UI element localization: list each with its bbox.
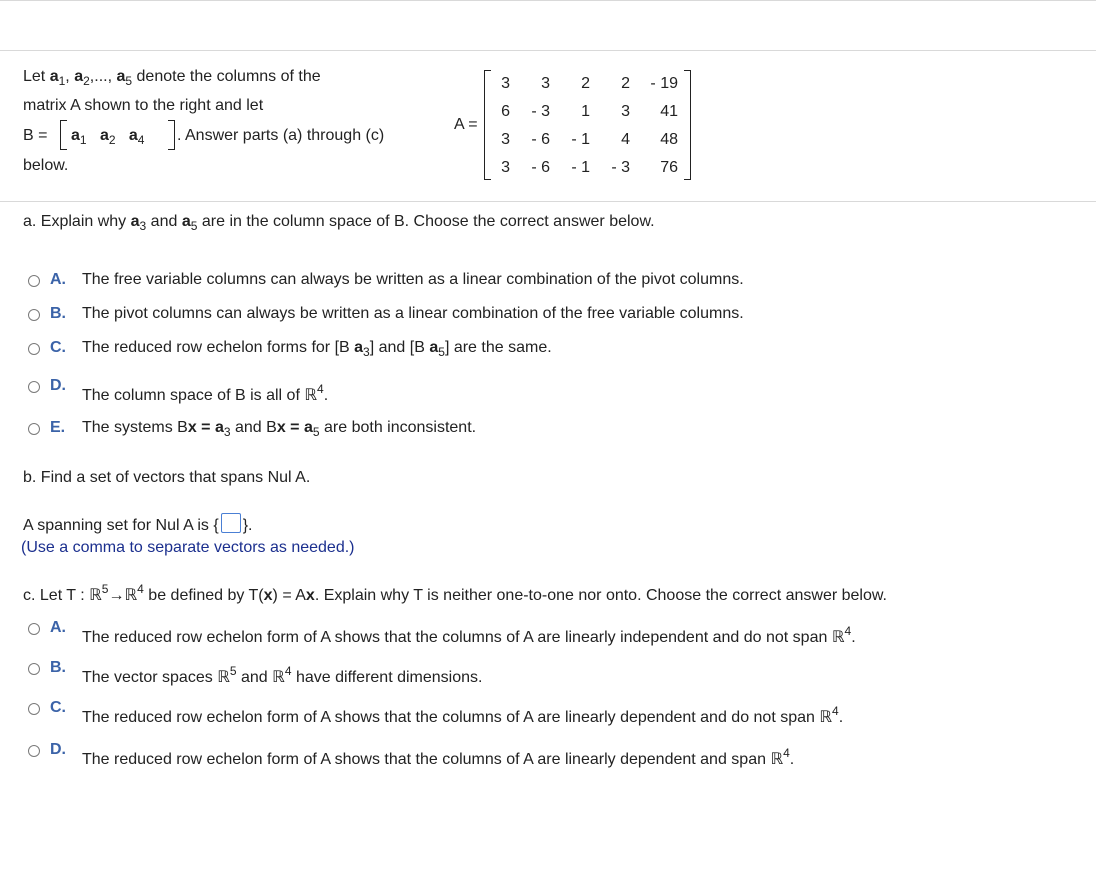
intro-line-1: Let $a_1$, $a_2$,..., $a_5$ denote the columns of the (23, 68, 321, 88)
option-letter: C. (50, 699, 66, 716)
radio-c-option-c[interactable] (28, 703, 40, 715)
matrix-cell: 3 (501, 75, 510, 92)
matrix-cell: - 3 (611, 159, 630, 176)
section-divider (0, 201, 1096, 202)
matrix-label: A = (454, 116, 478, 133)
matrix-cell: 1 (581, 103, 590, 120)
option-letter: B. (50, 305, 66, 322)
part-a-option-a-text[interactable]: The free variable columns can always be written as a linear combination of the pivot columns. (82, 271, 744, 288)
matrix-cell: - 1 (571, 159, 590, 176)
part-a-option-d-text[interactable]: The column space of B is all of ℝ$^4$. (82, 382, 329, 404)
matrix-cell: 3 (541, 75, 550, 92)
part-b-hint: (Use a comma to separate vectors as needed.) (21, 539, 355, 556)
nul-a-answer-input[interactable] (221, 513, 241, 533)
part-a-option-c-text[interactable]: The reduced row echelon forms for [B $a_3$] and [B $a_5$] are the same. (82, 339, 552, 359)
matrix-cell: - 3 (531, 103, 550, 120)
header-divider (0, 50, 1096, 51)
part-c-option-c-text[interactable]: The reduced row echelon form of A shows that the columns of A are linearly dependent and do not span ℝ$^4$. (82, 704, 844, 726)
radio-a-option-d[interactable] (28, 381, 40, 393)
radio-a-option-b[interactable] (28, 309, 40, 321)
matrix-cell: 3 (501, 131, 510, 148)
matrix-cell: - 6 (531, 131, 550, 148)
radio-a-option-c[interactable] (28, 343, 40, 355)
radio-c-option-d[interactable] (28, 745, 40, 757)
option-letter: A. (50, 619, 66, 636)
matrix-cell: - 1 (571, 131, 590, 148)
matrix-cell: 4 (621, 131, 630, 148)
part-c-option-a-text[interactable]: The reduced row echelon form of A shows that the columns of A are linearly independent and do not span ℝ$^4$. (82, 624, 856, 646)
option-letter: E. (50, 419, 66, 436)
option-letter: C. (50, 339, 66, 356)
matrix-cell: - 6 (531, 159, 550, 176)
matrix-cell: 3 (501, 159, 510, 176)
part-b-question: b. Find a set of vectors that spans Nul A. (23, 469, 311, 486)
intro-line-3: B = (23, 127, 48, 144)
matrix-cell: 2 (581, 75, 590, 92)
matrix-cell: - 19 (650, 75, 678, 92)
option-letter: D. (50, 741, 66, 758)
matrix-right-bracket (684, 70, 691, 180)
matrix-cell: 2 (621, 75, 630, 92)
intro-line-4: below. (23, 157, 69, 174)
part-c-question: c. Let T : ℝ$^5$→ℝ$^4$ be defined by T(x) = Ax. Explain why T is neither one-to-one nor onto. Choose the correct answer below. (23, 582, 887, 604)
option-letter: A. (50, 271, 66, 288)
radio-c-option-a[interactable] (28, 623, 40, 635)
radio-a-option-e[interactable] (28, 423, 40, 435)
part-c-option-b-text[interactable]: The vector spaces ℝ$^5$ and ℝ$^4$ have different dimensions. (82, 664, 483, 686)
matrix-cell: 41 (660, 103, 678, 120)
part-a-option-e-text[interactable]: The systems $Bx = a_3$ and $Bx = a_5$ are both inconsistent. (82, 419, 477, 439)
part-c-option-d-text[interactable]: The reduced row echelon form of A shows that the columns of A are linearly dependent and span ℝ$^4$. (82, 746, 795, 768)
part-b-answer-line: A spanning set for Nul A is { }. (23, 513, 252, 535)
intro-line-2: matrix A shown to the right and let (23, 97, 264, 114)
matrix-cell: 6 (501, 103, 510, 120)
matrix-cell: 3 (621, 103, 630, 120)
matrix-cell: 76 (660, 159, 678, 176)
answer-parts-text: . Answer parts (a) through (c) (177, 127, 385, 144)
option-letter: D. (50, 377, 66, 394)
b-matrix-columns: $a_1$ $a_2$ $a_4$ (71, 127, 145, 147)
radio-a-option-a[interactable] (28, 275, 40, 287)
option-letter: B. (50, 659, 66, 676)
b-left-bracket (60, 120, 67, 150)
b-right-bracket (168, 120, 175, 150)
part-a-option-b-text[interactable]: The pivot columns can always be written as a linear combination of the free variable columns. (82, 305, 744, 322)
radio-c-option-b[interactable] (28, 663, 40, 675)
matrix-cell: 48 (660, 131, 678, 148)
top-border (0, 0, 1096, 1)
part-a-question: a. Explain why $a_3$ and $a_5$ are in the column space of B. Choose the correct answer below. (23, 213, 655, 233)
